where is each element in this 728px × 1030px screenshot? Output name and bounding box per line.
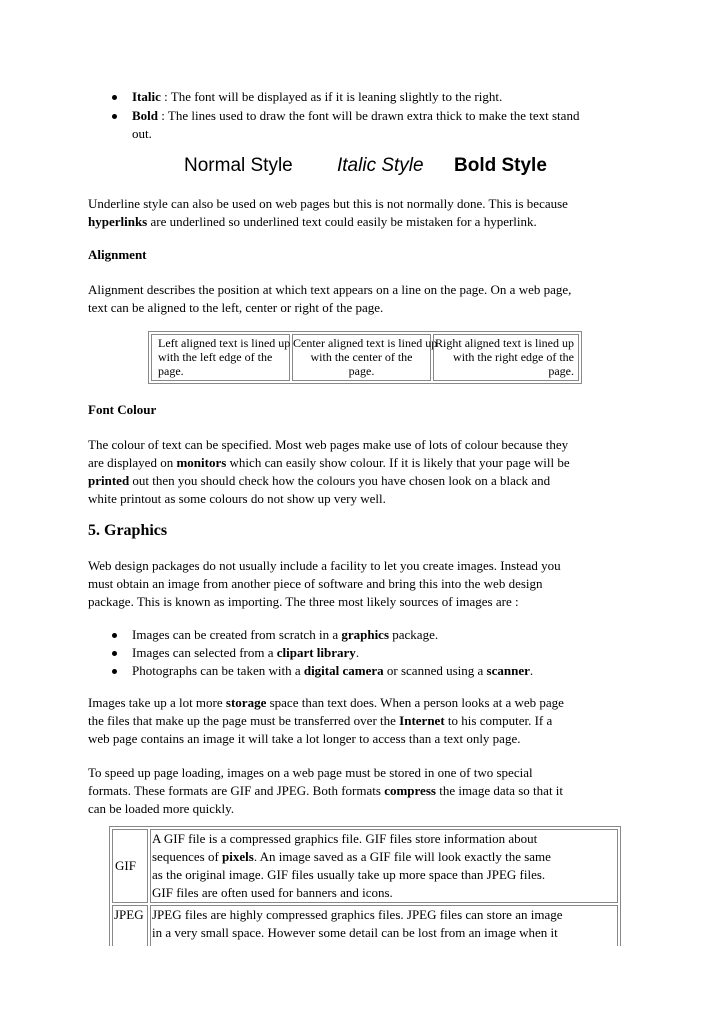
underline-para-line2-rest: are underlined so underlined text could easily be mistaken for a hyperlink. (147, 214, 537, 229)
hyperlinks-term: hyperlinks (88, 214, 148, 229)
printed-term: printed (88, 473, 130, 488)
bullet-bold-text: : The lines used to draw the font will be drawn extra thick to make the text stand (158, 108, 580, 123)
normal-style-demo: Normal Style (184, 155, 293, 176)
gif-desc-line4 (152, 884, 393, 902)
gif-label: GIF (115, 858, 136, 873)
gif-desc-cell (150, 829, 618, 903)
storage-term: storage (225, 695, 267, 710)
monitors-term: monitors (176, 455, 227, 470)
internet-term: Internet (399, 713, 445, 728)
jpeg-desc-line1: JPEG files are highly compressed graphics files. JPEG files can store an image (152, 907, 563, 922)
bullet-icon (112, 669, 117, 674)
right-aligned-cell (433, 334, 579, 381)
graphics-p2-line2-c: to his computer. If a (444, 713, 553, 728)
graphics-p2-line2-a: the files that make up the page must be transferred over the (88, 713, 400, 728)
left-aligned-cell (151, 334, 290, 381)
gif-desc-line1 (152, 830, 537, 848)
center-line3: page. (348, 364, 375, 378)
font-colour-heading: Font Colour (88, 402, 157, 417)
jpeg-label: JPEG (114, 907, 144, 922)
center-line2: with the center of the (310, 350, 413, 364)
font-colour-line2-c: which can easily show colour. If it is likely that your page will be (226, 455, 570, 470)
pixels-term: pixels (222, 849, 254, 864)
left-line1: Left aligned text is lined up (158, 336, 291, 350)
right-line1: Right aligned text is lined up (435, 336, 574, 350)
gif-desc-line4-text: GIF files are often used for banners and icons. (152, 885, 393, 900)
graphics-p2-line3: web page contains an image it will take a lot longer to access than a text only page. (88, 731, 521, 746)
font-colour-line3 (88, 472, 550, 490)
right-line3: page. (548, 364, 574, 378)
right-line2: with the right edge of the (453, 350, 574, 364)
gif-desc-line2-a: sequences of (152, 849, 223, 864)
font-colour-line3-b: out then you should check how the colours you have chosen look on a black and (129, 473, 551, 488)
graphics-term: graphics (341, 627, 390, 642)
left-line2: with the left edge of the (158, 350, 273, 364)
graphics-p3-line2-c: the image data so that it (435, 783, 564, 798)
bold-style-demo: Bold Style (454, 155, 547, 176)
term-italic: Italic (132, 89, 161, 104)
scanner-term: scanner (486, 663, 530, 678)
bullet-icon (112, 95, 117, 100)
bullet-bold (132, 107, 579, 125)
jpeg-label-cell (112, 905, 148, 946)
bullet-icon (112, 651, 117, 656)
graphics-bullet-2 (132, 644, 359, 662)
graphics-bullet-3-c: or scanned using a (383, 663, 487, 678)
graphics-bullet-1 (132, 626, 438, 644)
graphics-bullet-1-a: Images can be created from scratch in a (132, 627, 342, 642)
graphics-heading: 5. Graphics (88, 522, 168, 539)
graphics-p2-line1 (88, 694, 564, 712)
graphics-p3-line1: To speed up page loading, images on a web page must be stored in one of two special (88, 765, 533, 780)
bullet-italic-text: : The font will be displayed as if it is leaning slightly to the right. (160, 89, 503, 104)
alignment-heading: Alignment (88, 247, 147, 262)
bullet-icon (112, 114, 117, 119)
gif-label-cell (112, 829, 148, 903)
underline-para-line2 (88, 213, 537, 231)
graphics-p3-line2 (88, 782, 563, 800)
graphics-bullet-2-a: Images can selected from a (132, 645, 277, 660)
gif-desc-line3-text: as the original image. GIF files usually take up more space than JPEG files. (152, 867, 546, 882)
center-aligned-cell (292, 334, 438, 381)
graphics-p3-line2-a: formats. These formats are GIF and JPEG. Both formats (88, 783, 385, 798)
graphics-bullet-3-a: Photographs can be taken with a (132, 663, 304, 678)
left-line3: page. (158, 364, 184, 378)
alignment-para-line2: text can be aligned to the left, center or right of the page. (88, 300, 384, 315)
center-line1: Center aligned text is lined up (293, 336, 438, 350)
underline-para-line1: Underline style can also be used on web pages but this is not normally done. This is because (88, 196, 568, 211)
compress-term: compress (384, 783, 436, 798)
graphics-bullet-3 (132, 662, 533, 680)
gif-desc-line3 (152, 866, 545, 884)
font-colour-line2-a: are displayed on (88, 455, 177, 470)
bullet-italic (132, 88, 502, 106)
digital-camera-term: digital camera (303, 663, 384, 678)
gif-desc-line2 (152, 848, 551, 866)
clipart-library-term: clipart library (276, 645, 356, 660)
jpeg-desc-line2: in a very small space. However some detail can be lost from an image when it (152, 925, 558, 940)
graphics-p1-line2: must obtain an image from another piece of software and bring this into the web design (88, 576, 543, 591)
gif-desc-line2-c: . An image saved as a GIF file will look exactly the same (253, 849, 551, 864)
italic-style-demo: Italic Style (337, 155, 424, 176)
font-colour-line2 (88, 454, 570, 472)
graphics-p2-line1-a: Images take up a lot more (88, 695, 226, 710)
graphics-p3-line3: can be loaded more quickly. (88, 801, 235, 816)
font-colour-line1: The colour of text can be specified. Most web pages make use of lots of colour because they (88, 437, 569, 452)
alignment-para-line1: Alignment describes the position at which text appears on a line on the page. On a web page, (88, 282, 572, 297)
graphics-bullet-3-e: . (529, 663, 534, 678)
graphics-bullet-1-c: package. (389, 627, 439, 642)
graphics-p1-line1: Web design packages do not usually include a facility to let you create images. Instead you (88, 558, 561, 573)
font-colour-line4: white printout as some colours do not show up very well. (88, 491, 386, 506)
graphics-p1-line3: package. This is known as importing. The three most likely sources of images are : (88, 594, 519, 609)
graphics-p2-line1-c: space than text does. When a person looks at a web page (266, 695, 564, 710)
term-bold: Bold (132, 108, 159, 123)
gif-desc-line1-text: A GIF file is a compressed graphics file. GIF files store information about (152, 831, 538, 846)
bullet-icon (112, 633, 117, 638)
graphics-p2-line2 (88, 712, 552, 730)
jpeg-desc-cell (150, 905, 618, 946)
bullet-bold-cont: out. (132, 126, 152, 141)
graphics-bullet-2-c: . (355, 645, 360, 660)
